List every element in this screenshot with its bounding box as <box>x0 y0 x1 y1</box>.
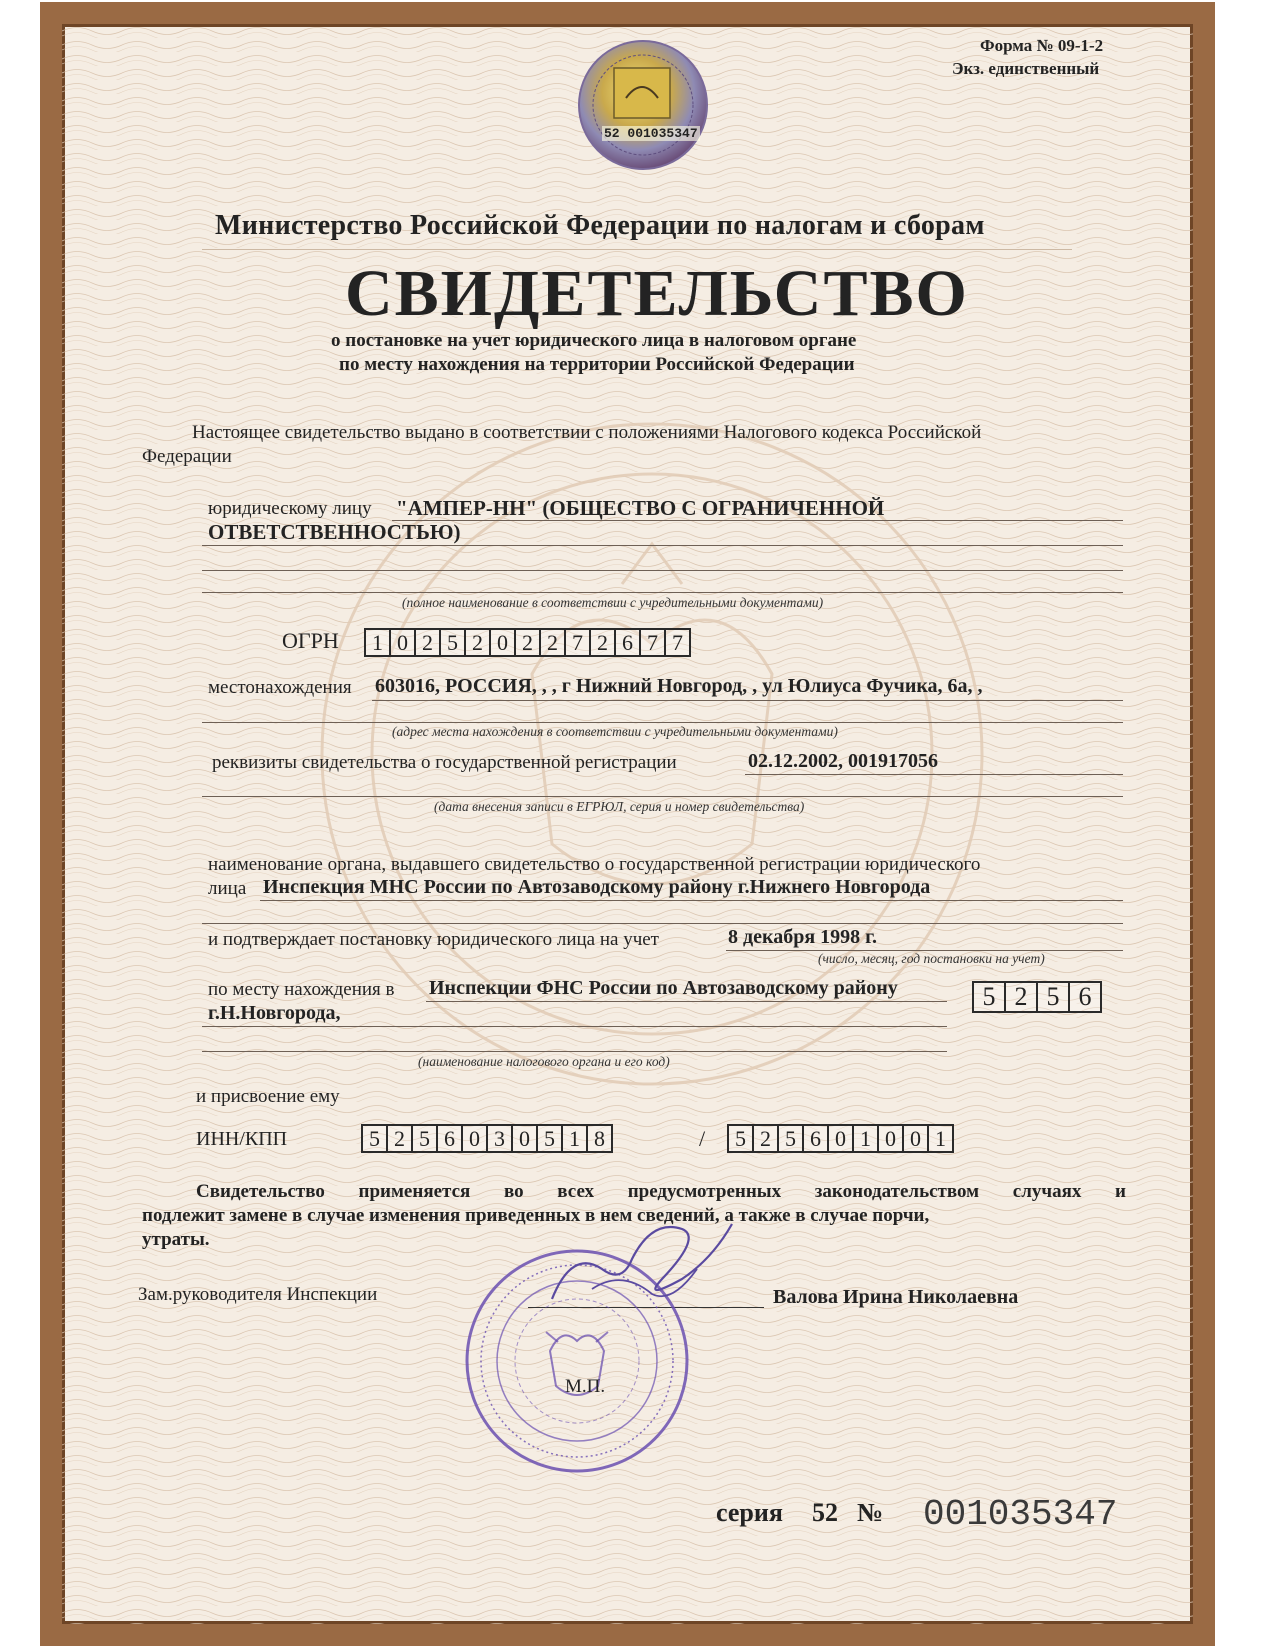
digit-box: 0 <box>511 1124 538 1153</box>
issuer-value: Инспекция МНС России по Автозаводскому району г.Нижнего Новгорода <box>263 876 931 898</box>
digit-box: 0 <box>489 628 516 657</box>
address-caption: (адрес места нахождения в соответствии с учредительными документами) <box>392 724 838 739</box>
subtitle-line1: о постановке на учет юридического лица в налоговом органе <box>331 330 857 351</box>
digit-box: 5 <box>439 628 466 657</box>
kpp-digit-boxes <box>729 1124 954 1153</box>
certificate-content <box>62 24 1193 1624</box>
registration-label: реквизиты свидетельства о государственной регистрации <box>212 752 677 773</box>
digit-box: 2 <box>514 628 541 657</box>
issuer-label2: лица <box>208 878 247 899</box>
digit-box: 6 <box>436 1124 463 1153</box>
number-sign: № <box>857 1498 884 1527</box>
ministry-name: Министерство Российской Федерации по налогам и сборам <box>215 210 985 241</box>
signatory-position: Зам.руководителя Инспекции <box>138 1284 378 1305</box>
digit-box: 8 <box>586 1124 613 1153</box>
series-value: 52 <box>812 1498 838 1527</box>
inn-kpp-separator: / <box>699 1126 706 1151</box>
intro-line1: Настоящее свидетельство выдано в соответствии с положениями Налогового кодекса Российской <box>192 422 982 443</box>
digit-box: 2 <box>752 1124 779 1153</box>
certificate-sheet <box>40 2 1215 1646</box>
digit-box: 3 <box>486 1124 513 1153</box>
digit-box: 2 <box>414 628 441 657</box>
digit-box: 5 <box>411 1124 438 1153</box>
signature-icon <box>532 1209 742 1319</box>
digit-box: 2 <box>1004 981 1038 1013</box>
entity-name-line1: "АМПЕР-НН" (ОБЩЕСТВО С ОГРАНИЧЕННОЙ <box>396 496 885 520</box>
digit-box: 0 <box>902 1124 929 1153</box>
digit-box: 5 <box>727 1124 754 1153</box>
digit-box: 5 <box>536 1124 563 1153</box>
address-label: местонахождения <box>208 677 352 698</box>
digit-box: 0 <box>389 628 416 657</box>
entity-label: юридическому лицу <box>208 498 372 519</box>
entity-caption: (полное наименование в соответствии с учредительными документами) <box>402 595 824 610</box>
confirm-label: и подтверждает постановку юридического лица на учет <box>208 929 659 950</box>
copy-note: Экз. единственный <box>952 59 1100 78</box>
series-label: серия <box>716 1498 783 1527</box>
document-title: СВИДЕТЕЛЬСТВО <box>345 257 969 330</box>
confirm-caption: (число, месяц, год постановки на учет) <box>818 951 1045 966</box>
inn-kpp-label: ИНН/КПП <box>196 1128 288 1150</box>
digit-box: 5 <box>972 981 1006 1013</box>
intro-line2: Федерации <box>142 446 232 467</box>
registration-caption: (дата внесения записи в ЕГРЮЛ, серия и номер свидетельства) <box>434 799 805 814</box>
hologram-seal-icon <box>576 38 710 172</box>
digit-box: 7 <box>564 628 591 657</box>
digit-box: 1 <box>364 628 391 657</box>
confirm-date: 8 декабря 1998 г. <box>728 926 877 948</box>
digit-box: 2 <box>589 628 616 657</box>
digit-box: 6 <box>1068 981 1102 1013</box>
digit-box: 2 <box>464 628 491 657</box>
digit-box: 2 <box>386 1124 413 1153</box>
form-number: Форма № 09-1-2 <box>980 36 1104 55</box>
digit-box: 2 <box>539 628 566 657</box>
notice-line2: подлежит замене в случае изменения приведенных в нем сведений, а также в случае порчи, <box>142 1205 930 1226</box>
digit-box: 5 <box>1036 981 1070 1013</box>
assign-label: и присвоение ему <box>196 1086 340 1107</box>
stamp-place-mark: М.П. <box>565 1376 606 1397</box>
entity-name-line2: ОТВЕТСТВЕННОСТЬЮ) <box>208 520 461 544</box>
issuer-line1: наименование органа, выдавшего свидетельство о государственной регистрации юридического <box>208 854 981 875</box>
signatory-name: Валова Ирина Николаевна <box>773 1286 1019 1308</box>
tax-office-value-line2: г.Н.Новгорода, <box>208 1002 341 1024</box>
notice-line3: утраты. <box>142 1229 210 1250</box>
digit-box: 0 <box>827 1124 854 1153</box>
digit-box: 7 <box>639 628 666 657</box>
tax-office-value-line1: Инспекции ФНС России по Автозаводскому району <box>429 977 898 999</box>
subtitle-line2: по месту нахождения на территории Российской Федерации <box>339 354 855 375</box>
ogrn-digit-boxes <box>366 628 691 657</box>
digit-box: 5 <box>777 1124 804 1153</box>
digit-box: 0 <box>461 1124 488 1153</box>
ogrn-label: ОГРН <box>282 628 339 653</box>
notice-line1: Свидетельство применяется во всех предусмотренных законодательством случаях и <box>196 1181 1126 1202</box>
series-number: 001035347 <box>923 1494 1118 1535</box>
digit-box: 1 <box>561 1124 588 1153</box>
digit-box: 6 <box>802 1124 829 1153</box>
address-value: 603016, РОССИЯ, , , г Нижний Новгород, , ул Юлиуса Фучика, 6а, , <box>375 675 983 697</box>
tax-office-caption: (наименование налогового органа и его код) <box>418 1054 670 1069</box>
hologram-serial: 52 001035347 <box>604 126 698 141</box>
digit-box: 1 <box>927 1124 954 1153</box>
digit-box: 6 <box>614 628 641 657</box>
registration-value: 02.12.2002, 001917056 <box>748 750 938 772</box>
hologram-seal <box>576 38 710 172</box>
digit-box: 1 <box>852 1124 879 1153</box>
digit-box: 5 <box>361 1124 388 1153</box>
digit-box: 0 <box>877 1124 904 1153</box>
digit-box: 7 <box>664 628 691 657</box>
tax-office-code-boxes <box>974 981 1102 1013</box>
tax-office-label: по месту нахождения в <box>208 979 395 1000</box>
inn-digit-boxes <box>363 1124 613 1153</box>
